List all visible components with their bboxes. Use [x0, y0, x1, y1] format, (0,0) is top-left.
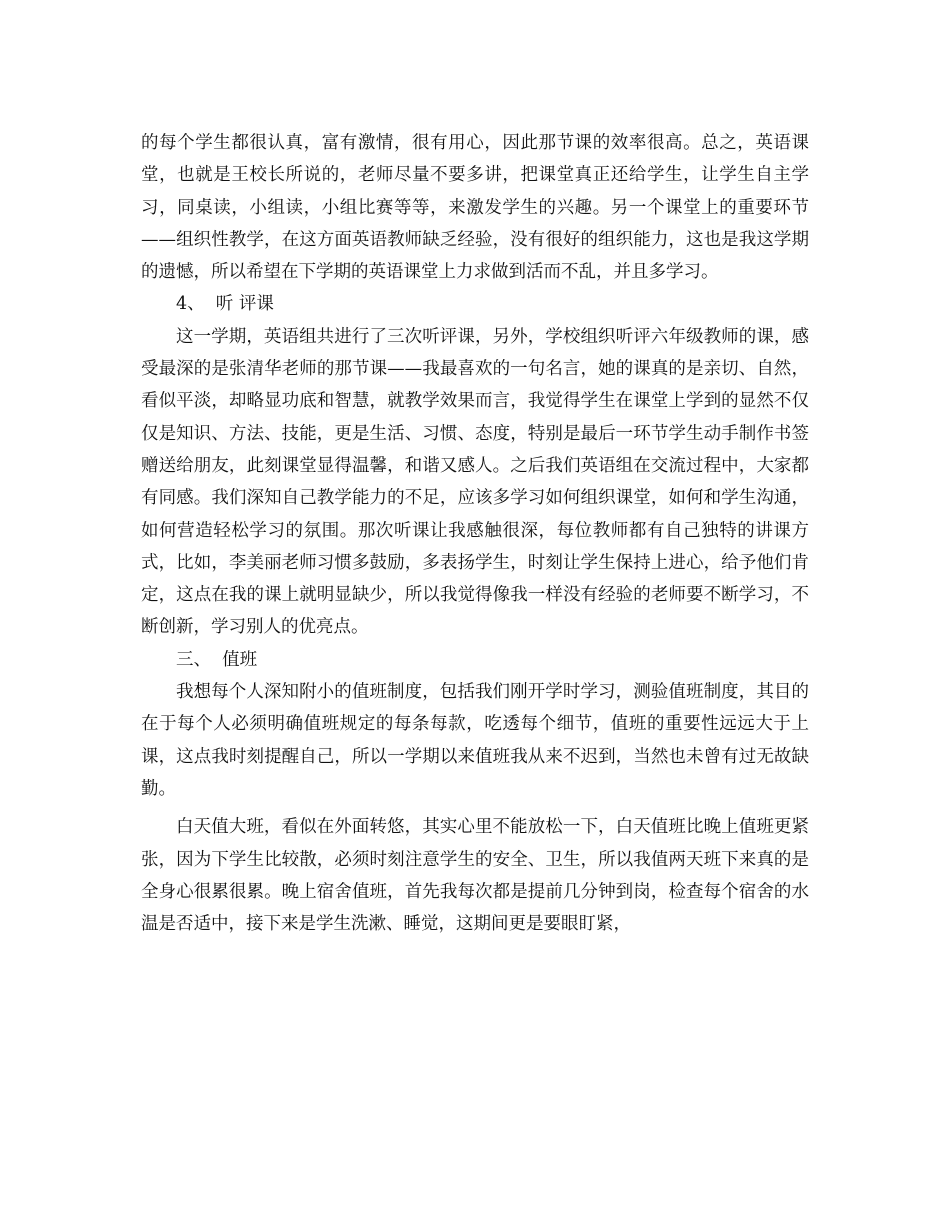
paragraph-day-night-duty: 白天值大班，看似在外面转悠，其实心里不能放松一下，白天值班比晚上值班更紧张，因为下学生比较散，必须时刻注意学生的安全、卫生，所以我值两天班下来真的是全身心很累很累。晚上宿舍值班，首先我每次都是提前几分钟到岗，检查每个宿舍的水温是否适中，接下来是学生洗漱、睡觉，这期间更是要眼盯紧，	[141, 817, 809, 935]
paragraph-lesson-review: 这一学期，英语组共进行了三次听评课，另外，学校组织听评六年级教师的课，感受最深的是张清华老师的那节课——我最喜欢的一句名言，她的课真的是亲切、自然，看似平淡，却略显功底和智慧，就教学效果而言，我觉得学生在课堂上学到的显然不仅仅是知识、方法、技能，更是生活、习惯、态度，特别是最后一环节学生动手制作书签赠送给朋友，此刻课堂显得温馨，和谐又感人。之后我们英语组在交流过程中，大家都有同感。我们深知自己教学能力的不足，应该多学习如何组织课堂，如何和学生沟通，如何营造轻松学习的氛围。那次听课让我感触很深，每位教师都有自己独特的讲课方式，比如，李美丽老师习惯多鼓励，多表扬学生，时刻让学生保持上进心，给予他们肯定，这点在我的课上就明显缺少，所以我觉得像我一样没有经验的老师要不断学习，不断创新，学习别人的优亮点。	[141, 326, 809, 638]
paragraph-duty-system: 我想每个人深知附小的值班制度，包括我们刚开学时学习，测验值班制度，其目的在于每个人必须明确值班规定的每条每款，吃透每个细节，值班的重要性远远大于上课，这点我时刻提醒自己，所以一学期以来值班我从来不迟到，当然也未曾有过无故缺勤。	[141, 682, 809, 799]
section-heading-lesson-review: 4、 听 评课	[176, 294, 274, 315]
paragraph-english-class: 的每个学生都很认真，富有激情，很有用心，因此那节课的效率很高。总之，英语课堂，也就是王校长所说的，老师尽量不要多讲，把课堂真正还给学生，让学生自主学习，同桌读，小组读，小组比赛等等，来激发学生的兴趣。另一个课堂上的重要环节——组织性教学，在这方面英语教师缺乏经验，没有很好的组织能力，这也是我这学期的遗憾，所以希望在下学期的英语课堂上力求做到活而不乱，并且多学习。	[141, 133, 809, 283]
section-heading-duty: 三、 值班	[176, 649, 258, 670]
document-body	[141, 127, 809, 940]
